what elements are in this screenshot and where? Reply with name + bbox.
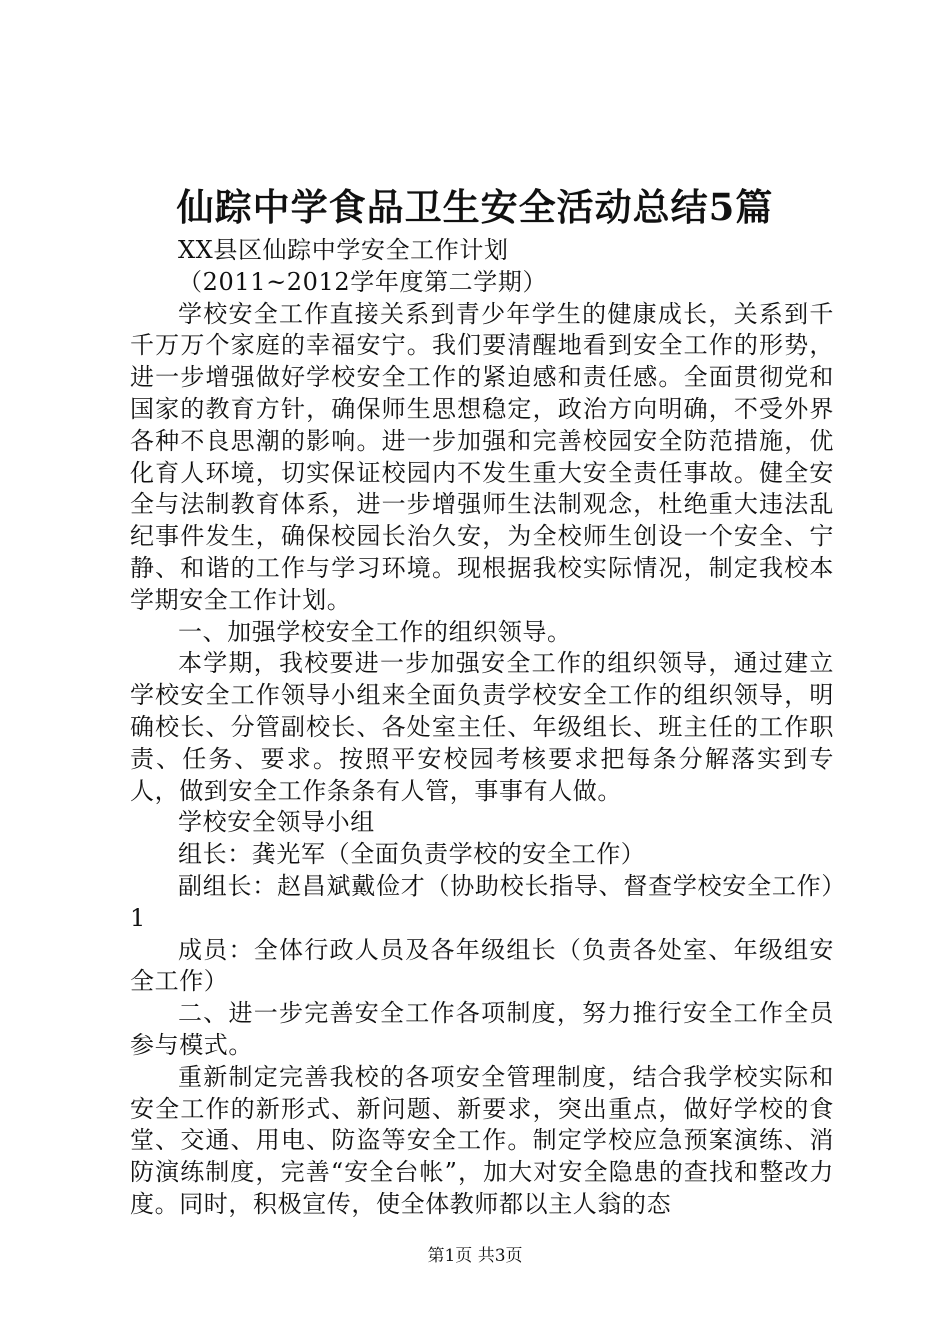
paragraph-section-1-body: 本学期，我校要进一步加强安全工作的组织领导，通过建立学校安全工作领导小组来全面负责学校安全工作的组织领导，明确校长、分管副校长、各处室主任、年级组长、班主任的工作职责、任务、要求。按照平安校园考核要求把每条分解落实到专人，做到安全工作条条有人管，事事有人做。: [130, 649, 834, 805]
paragraph-semester: （2011~2012学年度第二学期）: [178, 267, 548, 296]
document-title: 仙踪中学食品卫生安全活动总结5篇: [176, 185, 774, 229]
paragraph-deputy-leader: 副组长：赵昌斌戴俭才（协助校长指导、督查学校安全工作）1: [130, 871, 834, 932]
paragraph-section-2-body: 重新制定完善我校的各项安全管理制度，结合我学校实际和安全工作的新形式、新问题、新要求，突出重点，做好学校的食堂、交通、用电、防盗等安全工作。制定学校应急预案演练、消防演练制度，完善“安全台帐”，加大对安全隐患的查找和整改力度。同时，积极宣传，使全体教师都以主人翁的态: [130, 1062, 834, 1218]
paragraph-section-2-heading: 二、进一步完善安全工作各项制度，努力推行安全工作全员参与模式。: [130, 999, 834, 1059]
paragraph-section-1-heading: 一、加强学校安全工作的组织领导。: [178, 617, 572, 646]
paragraph-group-leader: 组长：龚光军（全面负责学校的安全工作）: [178, 840, 646, 869]
paragraph-intro: 学校安全工作直接关系到青少年学生的健康成长，关系到千千万万个家庭的幸福安宁。我们要清醒地看到安全工作的形势，进一步增强做好学校安全工作的紧迫感和责任感。全面贯彻党和国家的教育方针，确保师生思想稳定，政治方向明确，不受外界各种不良思潮的影响。进一步加强和完善校园安全防范措施，优化育人环境，切实保证校园内不发生重大安全责任事故。健全安全与法制教育体系，进一步增强师生法制观念，杜绝重大违法乱纪事件发生，确保校园长治久安，为全校师生创设一个安全、宁静、和谐的工作与学习环境。现根据我校实际情况，制定我校本学期安全工作计划。: [130, 299, 834, 614]
paragraph-members: 成员：全体行政人员及各年级组长（负责各处室、年级组安全工作）: [130, 935, 834, 996]
page-footer: 第1页 共3页: [427, 1246, 523, 1266]
document-body: [130, 235, 834, 1221]
paragraph-leadership-group: 学校安全领导小组: [178, 808, 375, 837]
paragraph-plan-title: XX县区仙踪中学安全工作计划: [178, 236, 509, 264]
